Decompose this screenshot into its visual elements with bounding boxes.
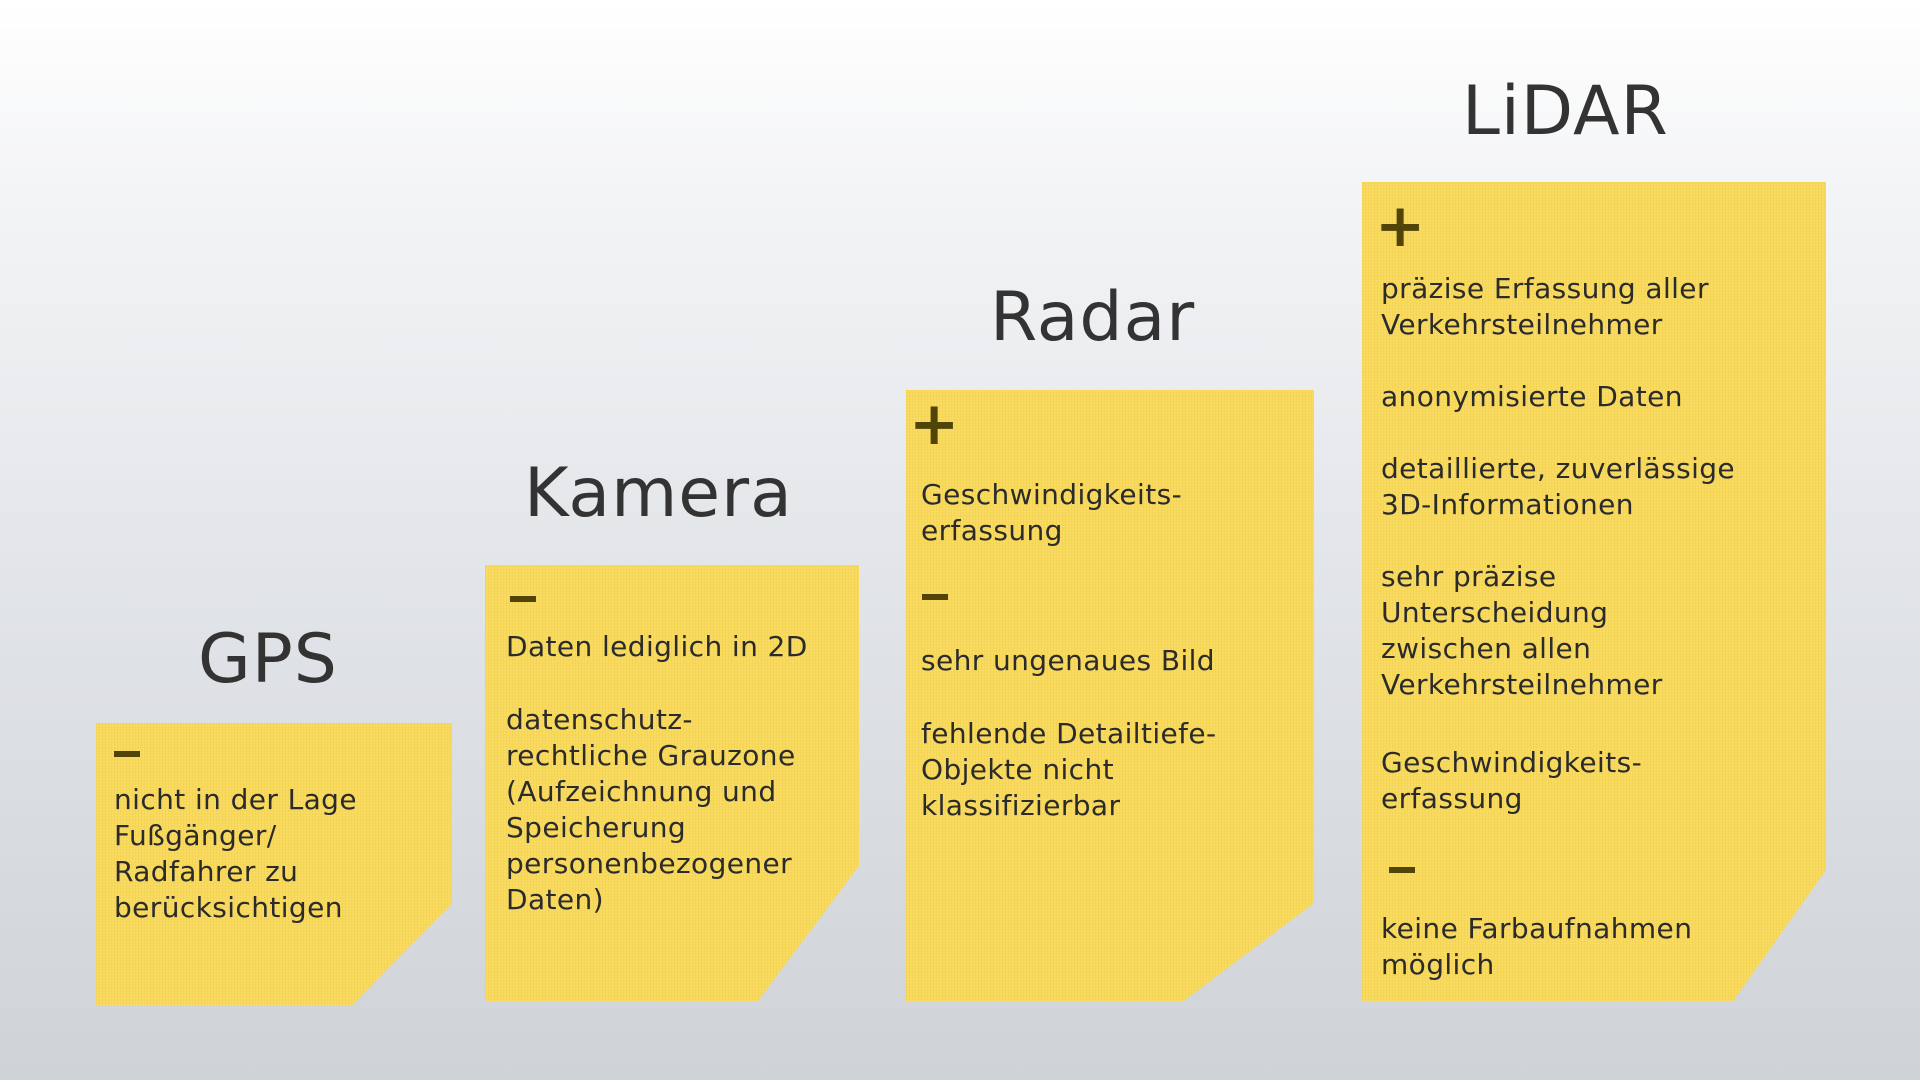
plus-sign-radar: + bbox=[909, 389, 960, 459]
title-gps: GPS bbox=[198, 620, 338, 699]
minus-sign-gps bbox=[114, 751, 140, 757]
radar-cons-text-2: fehlende Detailtiefe- Objekte nicht klassifizierbar bbox=[921, 717, 1217, 822]
plus-sign-lidar: + bbox=[1375, 191, 1426, 261]
lidar-cons-text-1: keine Farbaufnahmen möglich bbox=[1381, 912, 1693, 981]
kamera-cons-text-1: Daten lediglich in 2D bbox=[506, 630, 808, 663]
lidar-pros-text-1: präzise Erfassung aller Verkehrsteilnehmer bbox=[1381, 272, 1709, 341]
radar-pros-text-1: Geschwindigkeits- erfassung bbox=[921, 478, 1183, 547]
lidar-pros-text-5: Geschwindigkeits- erfassung bbox=[1381, 746, 1643, 815]
title-lidar: LiDAR bbox=[1462, 72, 1669, 151]
gps-cons-text: nicht in der Lage Fußgänger/ Radfahrer zu berücksichtigen bbox=[114, 783, 357, 924]
lidar-pros-text-3: detaillierte, zuverlässige 3D-Informationen bbox=[1381, 452, 1736, 521]
minus-sign-lidar bbox=[1389, 867, 1415, 873]
lidar-pros-text-4: sehr präzise Unterscheidung zwischen allen Verkehrsteilnehmer bbox=[1381, 560, 1663, 701]
minus-sign-kamera bbox=[510, 596, 536, 602]
minus-sign-radar bbox=[922, 594, 948, 600]
kamera-cons-text-2: datenschutz- rechtliche Grauzone (Aufzeichnung und Speicherung personenbezogener Daten) bbox=[506, 703, 796, 916]
lidar-pros-text-2: anonymisierte Daten bbox=[1381, 380, 1683, 413]
title-radar: Radar bbox=[990, 278, 1196, 357]
radar-cons-text-1: sehr ungenaues Bild bbox=[921, 644, 1215, 677]
title-kamera: Kamera bbox=[524, 454, 793, 533]
